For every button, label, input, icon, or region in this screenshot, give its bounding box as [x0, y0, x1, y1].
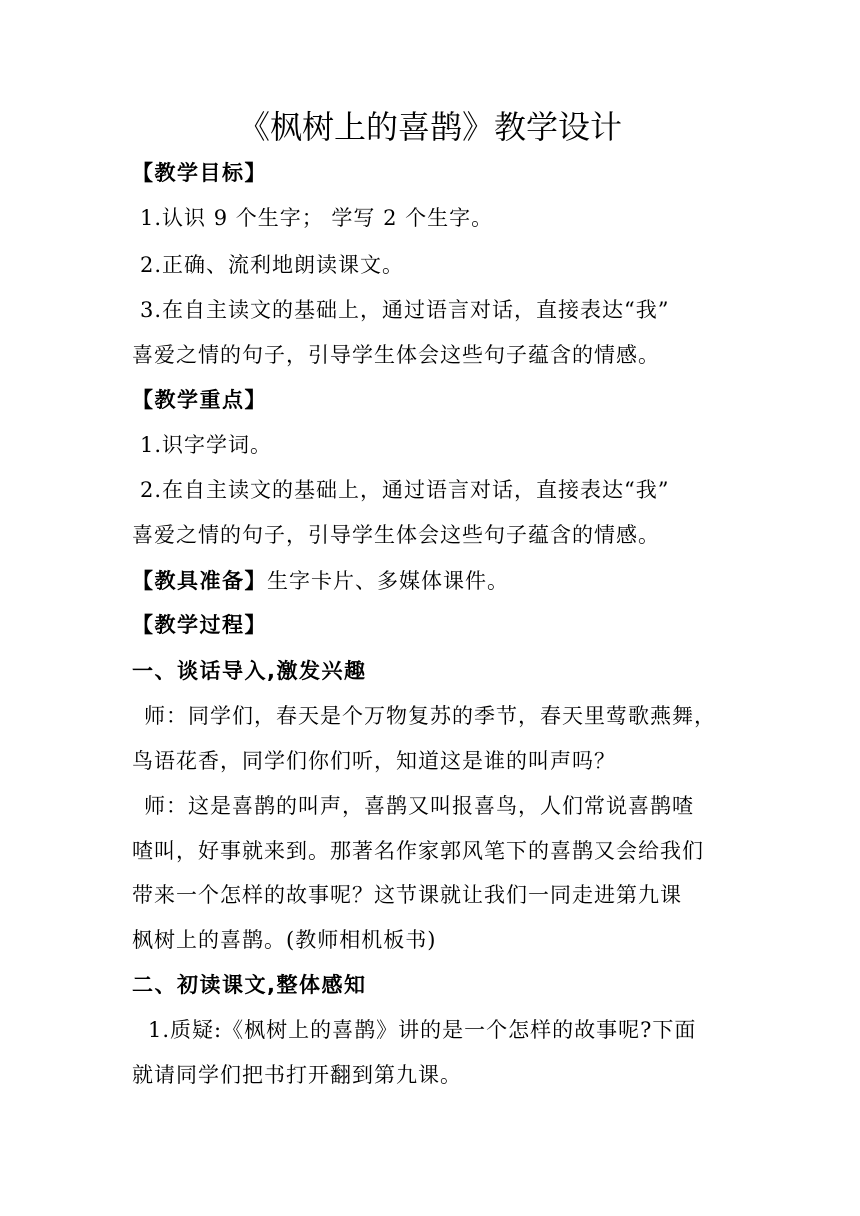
objectives-heading: 【教学目标】 — [132, 161, 267, 185]
step2-paragraph1-line2: 就请同学们把书打开翻到第九课。 — [132, 1063, 462, 1087]
keypoint-2-line1: 2.在自主读文的基础上，通过语言对话，直接表达“我” — [140, 478, 670, 502]
materials-line — [132, 566, 509, 596]
objective-1: 1.认识 9 个生字； 学写 2 个生字。 — [140, 206, 494, 230]
objective-2: 2.正确、流利地朗读课文。 — [140, 253, 405, 277]
materials-heading: 【教具准备】 — [132, 569, 267, 593]
step1-heading: 一、谈话导入,激发兴趣 — [132, 659, 367, 683]
objective-3-line1: 3.在自主读文的基础上，通过语言对话，直接表达“我” — [140, 298, 670, 322]
step1-paragraph2-line3: 带来一个怎样的故事呢？这节课就让我们一同走进第九课 — [132, 883, 682, 907]
step1-paragraph2-line2: 喳叫，好事就来到。那著名作家郭风笔下的喜鹊又会给我们 — [132, 839, 704, 863]
document-title: 《枫树上的喜鹊》教学设计 — [237, 108, 622, 146]
materials-text: 生字卡片、多媒体课件。 — [267, 569, 509, 593]
keypoint-1: 1.识字学词。 — [140, 433, 273, 457]
step2-heading: 二、初读课文,整体感知 — [132, 973, 367, 997]
step2-paragraph1-line1: 1.质疑:《枫树上的喜鹊》讲的是一个怎样的故事呢?下面 — [148, 1018, 697, 1042]
process-heading: 【教学过程】 — [132, 613, 267, 637]
step1-paragraph1-line1: 师：同学们，春天是个万物复苏的季节，春天里莺歌燕舞， — [144, 704, 716, 728]
objective-3-line2: 喜爱之情的句子，引导学生体会这些句子蕴含的情感。 — [132, 343, 660, 367]
keypoint-2-line2: 喜爱之情的句子，引导学生体会这些句子蕴含的情感。 — [132, 523, 660, 547]
step1-paragraph2-line1: 师：这是喜鹊的叫声，喜鹊又叫报喜鸟，人们常说喜鹊喳 — [144, 794, 694, 818]
step1-paragraph2-line4: 枫树上的喜鹊。(教师相机板书) — [132, 928, 437, 952]
step1-paragraph1-line2: 鸟语花香，同学们你们听，知道这是谁的叫声吗？ — [132, 749, 616, 773]
keypoints-heading: 【教学重点】 — [132, 388, 267, 412]
